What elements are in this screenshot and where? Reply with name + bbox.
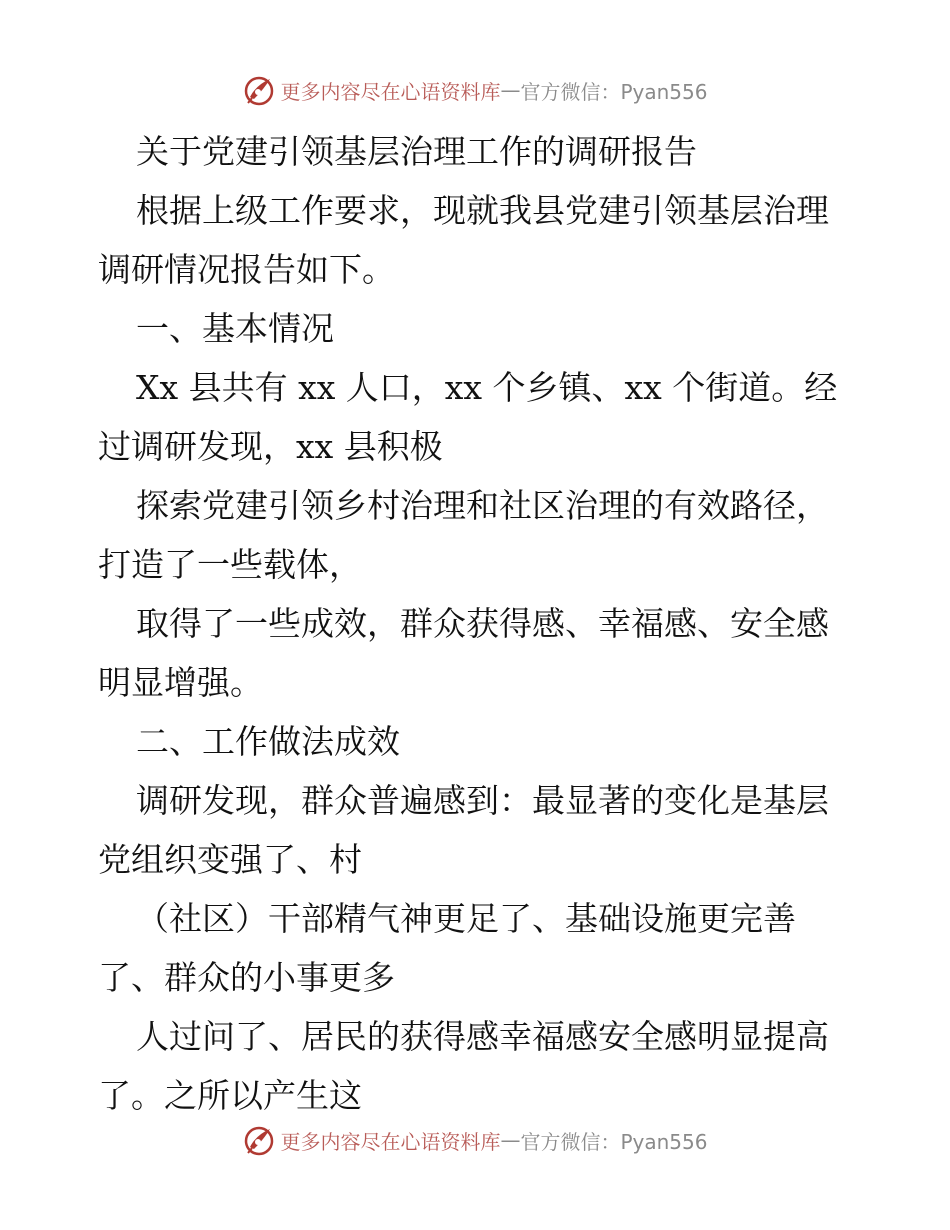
document-title: 关于党建引领基层治理工作的调研报告 [136, 132, 697, 171]
section1-paragraph-2: 探索党建引领乡村治理和社区治理的有效路径，打造了一些载体， [98, 486, 829, 584]
section1-paragraph-1: Xx 县共有 xx 人口，xx 个乡镇、xx 个街道。经过调研发现，xx 县积极 [98, 368, 838, 466]
header-banner-dash: — [500, 78, 521, 102]
section2-paragraph-3: 人过问了、居民的获得感幸福感安全感明显提高了。之所以产生这 [98, 1017, 829, 1115]
footer-banner-dash: — [500, 1128, 521, 1152]
footer-banner-text: 更多内容尽在心语资料库 [280, 1129, 501, 1154]
section1-heading: 一、基本情况 [136, 309, 334, 348]
document-body [98, 122, 858, 1125]
header-banner-contact: 官方微信：Pyan556 [520, 79, 708, 104]
header-banner-text: 更多内容尽在心语资料库 [280, 79, 501, 104]
quill-pen-logo-icon [242, 1123, 276, 1157]
section2-heading: 二、工作做法成效 [136, 722, 400, 761]
section1-paragraph-3: 取得了一些成效，群众获得感、幸福感、安全感明显增强。 [98, 604, 829, 702]
footer-banner-contact: 官方微信：Pyan556 [520, 1129, 708, 1154]
header-banner [0, 70, 950, 110]
footer-banner [0, 1120, 950, 1160]
section2-paragraph-1: 调研发现，群众普遍感到：最显著的变化是基层党组织变强了、村 [98, 781, 829, 879]
quill-pen-logo-icon [242, 73, 276, 107]
intro-paragraph: 根据上级工作要求，现就我县党建引领基层治理调研情况报告如下。 [98, 191, 829, 289]
section2-paragraph-2: （社区）干部精气神更足了、基础设施更完善了、群众的小事更多 [98, 899, 796, 997]
